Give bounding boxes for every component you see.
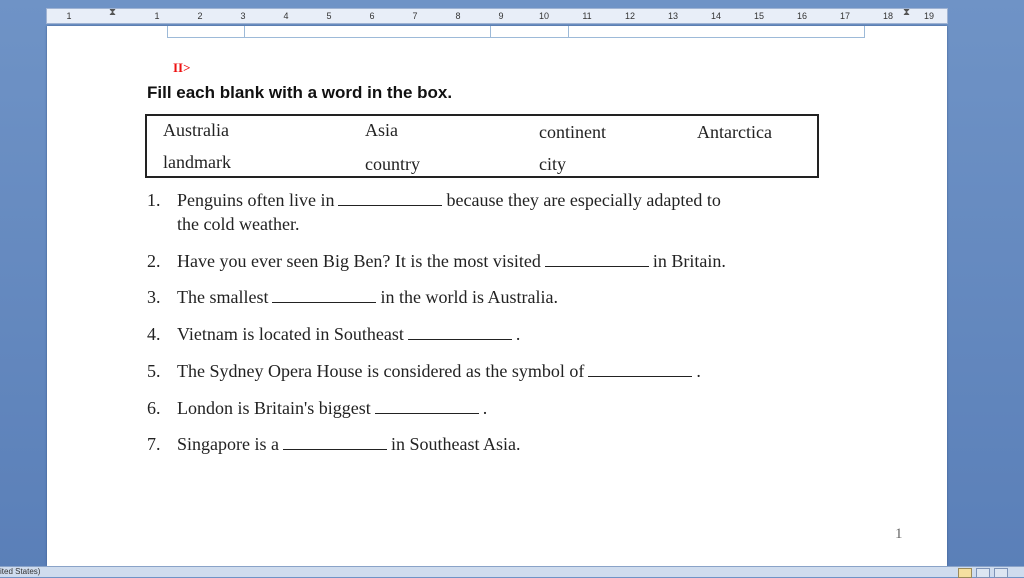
document-page[interactable] (47, 26, 947, 566)
page-number: 1 (895, 526, 903, 542)
answer-blank[interactable] (272, 288, 376, 303)
word-box-item: Antarctica (697, 122, 772, 142)
question-item: 5. The Sydney Opera House is considered as the symbol of . (147, 361, 701, 381)
word-box-item: continent (539, 122, 606, 142)
answer-blank[interactable] (408, 325, 512, 340)
ruler-number: 11 (582, 11, 592, 21)
exercise-heading: Fill each blank with a word in the box. (147, 83, 453, 102)
question-item: 6. London is Britain's biggest . (147, 398, 488, 418)
ruler-number: 12 (624, 11, 636, 21)
ruler-number: 1 (154, 11, 160, 21)
question-item: 7. Singapore is a in Southeast Asia. (147, 434, 521, 454)
status-bar (0, 566, 1024, 577)
answer-blank[interactable] (283, 435, 387, 450)
ruler-number: 2 (197, 11, 203, 21)
ruler-number: 10 (538, 11, 550, 21)
section-marker: II> (173, 60, 191, 75)
ruler-number: 6 (369, 11, 375, 21)
ruler-number: 8 (455, 11, 461, 21)
ruler-number: 7 (412, 11, 418, 21)
full-screen-view-icon[interactable] (976, 568, 990, 578)
question-item: 1. Penguins often live in because they are especially adapted to the cold weather. (147, 190, 721, 234)
right-indent-marker-icon[interactable]: ⧗ (903, 7, 911, 18)
horizontal-ruler[interactable] (46, 8, 948, 24)
word-box-item: Asia (365, 120, 398, 140)
ruler-number: 3 (240, 11, 246, 21)
answer-blank[interactable] (588, 362, 692, 377)
ruler-number: 1 (66, 11, 72, 21)
ruler-number: 9 (498, 11, 504, 21)
answer-blank[interactable] (338, 191, 442, 206)
ruler-number: 15 (753, 11, 765, 21)
language-status[interactable]: ited States) (0, 567, 41, 576)
question-item: 4. Vietnam is located in Southeast . (147, 324, 521, 344)
ruler-number: 5 (326, 11, 332, 21)
print-layout-view-icon[interactable] (958, 568, 972, 578)
web-layout-view-icon[interactable] (994, 568, 1008, 578)
answer-blank[interactable] (545, 252, 649, 267)
word-box-item: city (539, 154, 566, 174)
answer-blank[interactable] (375, 399, 479, 414)
word-box-item: Australia (163, 120, 229, 140)
ruler-number: 18 (882, 11, 894, 21)
word-box-item: landmark (163, 152, 231, 172)
question-item: 3. The smallest in the world is Australia. (147, 287, 558, 307)
ruler-number: 19 (923, 11, 935, 21)
ruler-number: 16 (796, 11, 808, 21)
word-box-item: country (365, 154, 420, 174)
ruler-number: 4 (283, 11, 289, 21)
ruler-number: 17 (839, 11, 851, 21)
ruler-number: 14 (710, 11, 722, 21)
word-box (145, 114, 819, 178)
table-fragment (167, 26, 865, 38)
question-item: 2. Have you ever seen Big Ben? It is the most visited in Britain. (147, 251, 726, 271)
indent-marker-icon[interactable]: ⧗ (109, 7, 117, 18)
ruler-number: 13 (667, 11, 679, 21)
